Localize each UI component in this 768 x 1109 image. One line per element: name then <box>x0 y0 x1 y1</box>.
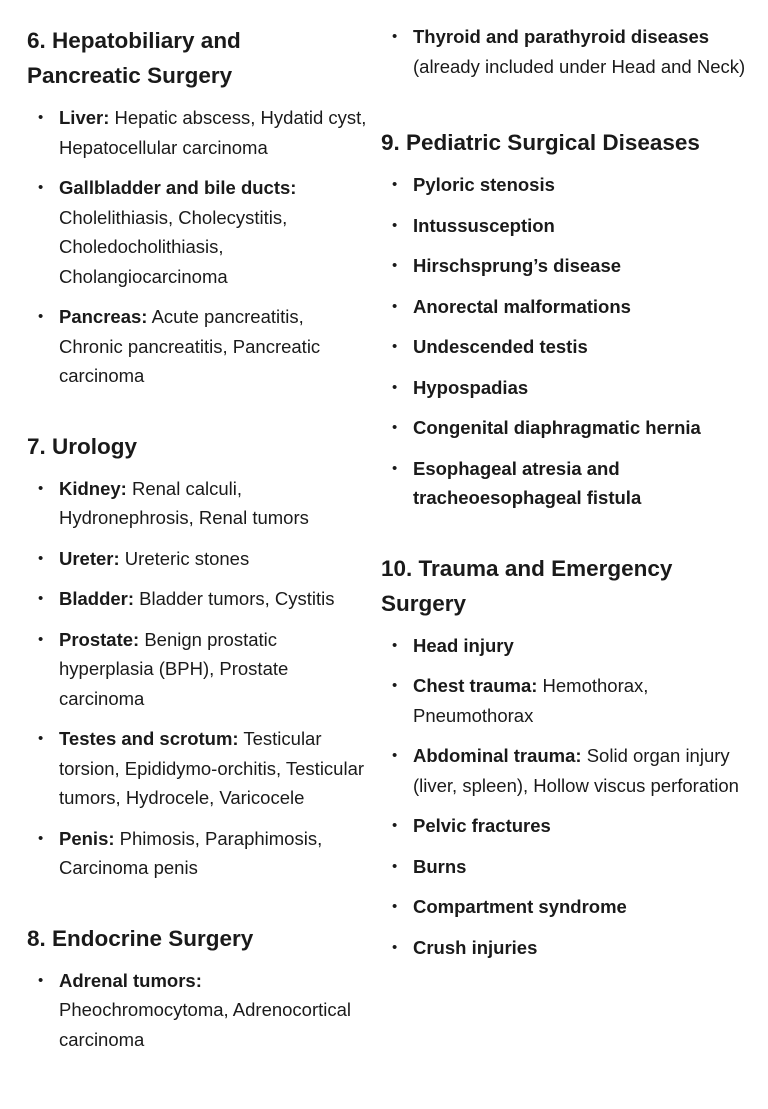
item-text: Testicular torsion, Epididymo-orchitis, Testicular tumors, Hydrocele, Varicocele <box>59 728 365 808</box>
item-label: Anorectal malformations <box>413 295 631 317</box>
bullet: • <box>38 590 44 607</box>
section-9-list <box>381 170 753 513</box>
section-8-list-right <box>381 22 753 81</box>
item-label: Kidney: <box>59 477 127 499</box>
bullet: • <box>38 109 44 126</box>
list-item <box>27 173 372 291</box>
section-pediatric <box>381 92 753 513</box>
list-item <box>27 966 372 1055</box>
section-10-title-line1: 10. Trauma and Emergency <box>381 555 673 581</box>
list-item <box>381 292 753 322</box>
item-label: Pelvic fractures <box>413 815 551 836</box>
item-label: Gallbladder and bile ducts: <box>59 177 297 198</box>
bullet: • <box>392 378 398 396</box>
list-item <box>381 741 753 800</box>
list-item <box>381 22 753 81</box>
list-item <box>27 544 372 574</box>
item-label: Penis: <box>59 827 115 849</box>
list-item <box>27 584 372 614</box>
list-item <box>381 811 753 841</box>
item-text: Hemothorax, Pneumothorax <box>413 675 649 726</box>
bullet: • <box>392 898 398 915</box>
section-6-list <box>27 103 372 391</box>
list-item <box>381 671 753 730</box>
item-text: Cholelithiasis, Cholecystitis, Choledocholithiasis, Cholangiocarcinoma <box>59 206 288 287</box>
item-text: Pheochromocytoma, Adrenocortical carcinoma <box>59 999 352 1050</box>
item-text: (already included under Head and Neck) <box>413 55 746 77</box>
bullet: • <box>392 938 398 956</box>
item-label: Testes and scrotum: <box>59 728 239 749</box>
section-7-title: 7. Urology <box>27 433 138 459</box>
bullet: • <box>38 971 44 989</box>
item-label: Compartment syndrome <box>413 896 627 917</box>
section-9-title: 9. Pediatric Surgical Diseases <box>381 130 700 155</box>
list-item <box>381 251 753 281</box>
item-label: Pyloric stenosis <box>413 174 555 195</box>
bullet: • <box>392 677 398 694</box>
list-item <box>381 373 753 403</box>
item-label: Adrenal tumors: <box>59 969 202 991</box>
item-label: Intussusception <box>413 214 555 236</box>
list-item <box>381 852 753 882</box>
item-label: Hypospadias <box>413 376 529 398</box>
bullet: • <box>38 179 44 196</box>
list-item <box>381 170 753 200</box>
item-label: Undescended testis <box>413 336 588 357</box>
section-7-list <box>27 474 372 883</box>
item-label: Ureter: <box>59 547 120 569</box>
list-item <box>27 474 372 533</box>
list-item <box>27 625 372 714</box>
item-label: Burns <box>413 855 467 877</box>
bullet: • <box>38 308 44 325</box>
bullet: • <box>38 829 44 847</box>
right-column <box>381 0 753 973</box>
left-column <box>27 0 372 1065</box>
item-label: Pancreas: <box>59 306 148 327</box>
list-item <box>381 933 753 963</box>
list-item <box>27 724 372 813</box>
list-item <box>27 824 372 883</box>
bullet: • <box>392 636 398 654</box>
section-10-title <box>381 551 753 621</box>
bullet: • <box>392 747 398 764</box>
item-label: Liver: <box>59 107 110 128</box>
section-6-title <box>27 23 372 93</box>
item-text: Hepatic abscess, Hydatid cyst, Hepatocellular carcinoma <box>59 107 367 158</box>
section-8-title: 8. Endocrine Surgery <box>27 925 254 951</box>
section-6-title-line2: Pancreatic Surgery <box>27 63 233 88</box>
item-text: Bladder tumors, Cystitis <box>134 588 335 609</box>
item-label: Crush injuries <box>413 936 538 958</box>
section-6-title-line1: 6. Hepatobiliary and <box>27 28 241 53</box>
section-8-list-left <box>27 966 372 1055</box>
item-label: Thyroid and parathyroid diseases <box>413 26 710 47</box>
section-trauma <box>381 524 753 963</box>
item-label: Hirschsprung’s disease <box>413 255 622 276</box>
section-10-list <box>381 631 753 963</box>
list-item <box>27 302 372 391</box>
bullet: • <box>392 297 398 315</box>
list-item <box>381 454 753 513</box>
bullet: • <box>392 459 398 477</box>
bullet: • <box>38 730 44 747</box>
bullet: • <box>38 630 44 648</box>
list-item <box>27 103 372 162</box>
item-label: Abdominal trauma: <box>413 745 582 766</box>
item-label: Chest trauma: <box>413 675 538 696</box>
item-text: Acute pancreatitis, Chronic pancreatitis, Pancreatic carcinoma <box>59 306 321 386</box>
section-10-title-line2: Surgery <box>381 590 467 616</box>
list-item <box>381 892 753 922</box>
bullet: • <box>392 817 398 834</box>
bullet: • <box>38 549 44 567</box>
list-item <box>381 413 753 443</box>
item-text: Benign prostatic hyperplasia (BPH), Prostate carcinoma <box>59 628 289 709</box>
bullet: • <box>392 857 398 875</box>
item-label: Prostate: <box>59 628 140 650</box>
list-item <box>381 332 753 362</box>
bullet: • <box>392 176 398 193</box>
list-item <box>381 631 753 661</box>
section-urology <box>27 402 372 883</box>
item-text: Phimosis, Paraphimosis, Carcinoma penis <box>59 827 323 878</box>
bullet: • <box>392 257 398 274</box>
item-label: Congenital diaphragmatic hernia <box>413 417 701 438</box>
item-label: Head injury <box>413 634 514 656</box>
item-text: Renal calculi, Hydronephrosis, Renal tumors <box>59 477 309 528</box>
bullet: • <box>38 479 44 497</box>
bullet: • <box>392 216 398 234</box>
item-text: Ureteric stones <box>119 547 250 569</box>
list-item <box>381 211 753 241</box>
section-hepatobiliary <box>27 0 372 391</box>
item-text: Solid organ injury (liver, spleen), Hollow viscus perforation <box>413 745 739 796</box>
bullet: • <box>392 338 398 355</box>
section-endocrine <box>27 894 372 1055</box>
item-label: Esophageal atresia and tracheoesophageal fistula <box>413 457 642 508</box>
bullet: • <box>392 28 398 45</box>
item-label: Bladder: <box>59 588 135 609</box>
bullet: • <box>392 419 398 436</box>
